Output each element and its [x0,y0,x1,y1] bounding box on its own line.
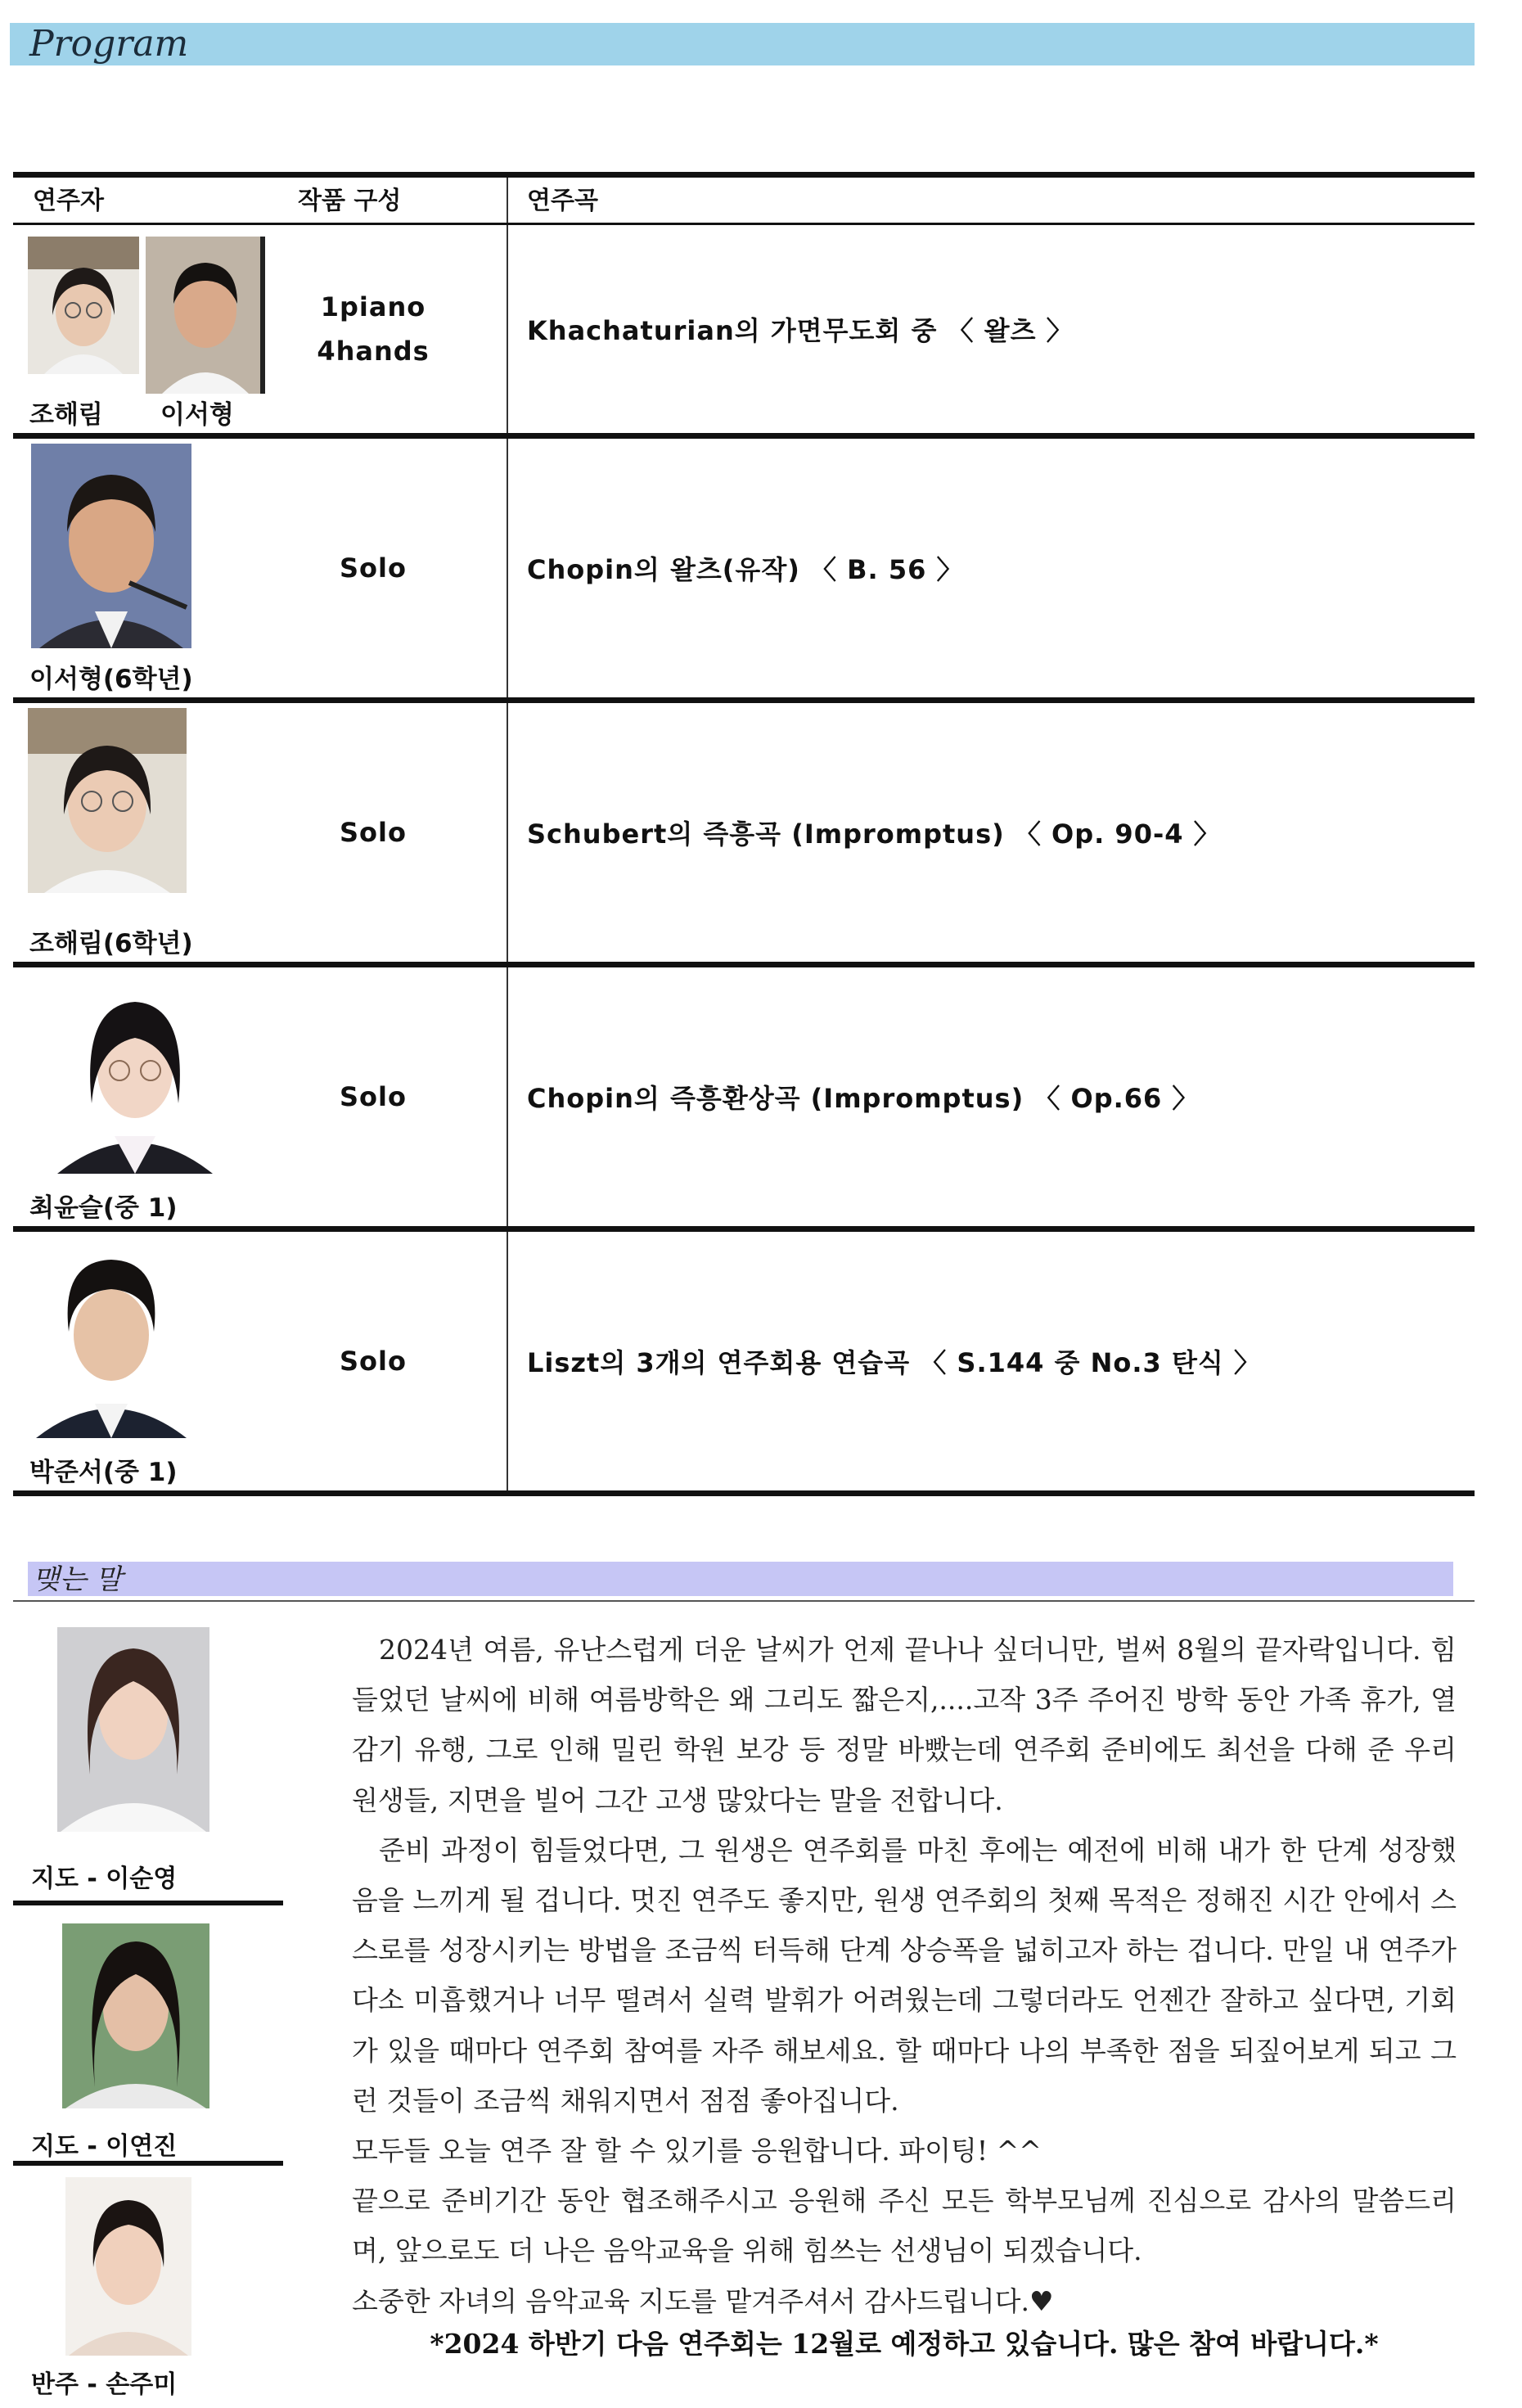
col-divider [507,178,508,223]
form-cell: Solo [340,552,407,584]
col-header-form: 작품 구성 [298,187,402,215]
row-rule [13,1226,1475,1232]
letter-paragraph: 모두들 오늘 연주 잘 할 수 있기를 응원합니다. 파이팅! ^^ [352,2135,1042,2167]
portrait-photo [28,708,187,893]
closing-title: 맺는 말 [33,1563,123,1596]
closing-letter [352,1625,1457,2326]
row-rule [13,697,1475,703]
table-row [13,1232,1475,1490]
form-cell: Solo [340,1081,407,1112]
table-header-row [13,178,1475,223]
col-header-piece: 연주곡 [527,187,598,215]
piece-cell: Chopin의 왈츠(유작) 〈 B. 56 〉 [527,554,964,585]
performer-name: 이서형(6학년) [29,665,193,694]
table-top-rule [13,172,1475,178]
teacher-name: 반주 - 손주미 [31,2370,178,2399]
portrait-photo [28,237,139,374]
letter-paragraph: 준비 과정이 힘들었다면, 그 원생은 연주회를 마친 후에는 예전에 비해 내가 한 단계 성장했음을 느끼게 될 겁니다. 멋진 연주도 좋지만, 원생 연주회의 첫째 목적은 정해진 시간 안에서 스스로를 성장시키는 방법을 조금씩 터득해 단계 상승폭을 넓히고자 하는 겁니다. 만일 내 연주가 다소 미흡했거나 너무 떨려서 실력 발휘가 어려웠는데 그렇더라도 언젠간 잘하고 싶다면, 기회가 있을 때마다 연주회 참여를 자주 해보세요. 할 때마다 나의 부족한 점을 되짚어보게 되고 그런 것들이 조금씩 채워지면서 점점 좋아집니다. [352,1833,1457,2117]
portrait-photo [31,1243,191,1438]
teacher-photo [57,1627,209,1832]
teacher-photo [65,2177,191,2356]
portrait-photo [146,237,265,394]
teacher-rule [13,2161,283,2166]
table-row [13,439,1475,697]
teacher-photo [62,1923,209,2108]
table-row [13,225,1475,433]
portrait-photo [49,981,221,1174]
program-header-bar [10,23,1475,65]
teacher-name: 지도 - 이순영 [31,1865,178,1893]
performer-name: 박준서(중 1) [29,1458,178,1487]
row-rule [13,962,1475,967]
portrait-photo [31,444,191,648]
form-cell: 1piano 4hands [317,291,430,367]
letter-paragraph: 2024년 여름, 유난스럽게 더운 날씨가 언제 끝나나 싶더니만, 벌써 8월의 끝자락입니다. 힘들었던 날씨에 비해 여름방학은 왜 그리도 짧은지,....고작 3주 주어진 방학 동안 가족 휴가, 열감기 유행, 그로 인해 밀린 학원 보강 등 정말 바빴는데 연주회 준비에도 최선을 다해 준 우리 원생들, 지면을 빌어 그간 고생 많았다는 말을 전합니다. [352,1634,1457,1816]
piece-cell: Khachaturian의 가면무도회 중 〈 왈츠 〉 [527,315,1074,346]
closing-header-bar [28,1562,1453,1596]
table-row [13,967,1475,1226]
table-bottom-rule [13,1490,1475,1496]
row-rule [13,433,1475,439]
form-cell: Solo [340,817,407,848]
col-header-performer: 연주자 [33,187,104,215]
letter-paragraph: 소중한 자녀의 음악교육 지도를 맡겨주셔서 감사드립니다.♥ [352,2284,1054,2317]
piece-cell: Schubert의 즉흥곡 (Impromptus) 〈 Op. 90-4 〉 [527,818,1221,850]
letter-paragraph: 끝으로 준비기간 동안 협조해주시고 응원해 주신 모든 학부모님께 진심으로 감사의 말씀드리며, 앞으로도 더 나은 음악교육을 위해 힘쓰는 선생님이 되겠습니다. [352,2185,1457,2267]
program-table [13,172,1475,1496]
next-concert-notice: *2024 하반기 다음 연주회는 12월로 예정하고 있습니다. 많은 참여 바랍니다.* [430,2328,1379,2360]
performer-name: 조해림 [29,400,103,430]
piece-cell: Liszt의 3개의 연주회용 연습곡 〈 S.144 중 No.3 탄식 〉 [527,1347,1261,1378]
performer-name: 최윤슬(중 1) [29,1193,178,1223]
piece-cell: Chopin의 즉흥환상곡 (Impromptus) 〈 Op.66 〉 [527,1083,1200,1114]
closing-rule [13,1600,1475,1602]
teacher-rule [13,1901,283,1905]
performer-name: 이서형 [160,400,234,430]
performer-name: 조해림(6학년) [29,929,193,958]
table-row [13,703,1475,962]
teacher-name: 지도 - 이연진 [31,2132,178,2161]
form-cell: Solo [340,1346,407,1377]
program-title: Program [29,23,189,65]
